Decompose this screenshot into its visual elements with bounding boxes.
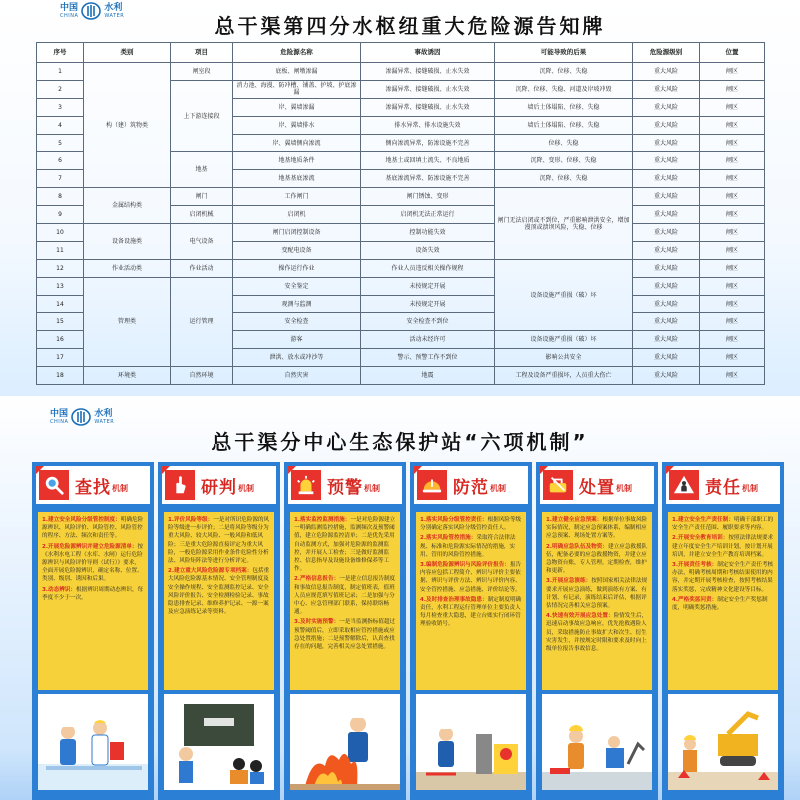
- logo-en2: WATER: [94, 418, 115, 425]
- row-number: 5: [37, 134, 84, 152]
- consequence-cell: 工程及设备严重损坏，人员重大伤亡: [495, 367, 633, 385]
- logo: [50, 408, 114, 426]
- card-paragraph: [42, 543, 144, 584]
- project-cell: 闸室段: [171, 63, 233, 81]
- logo-zh2: 水利: [104, 2, 123, 13]
- project-cell: 运行管理: [171, 277, 233, 366]
- table-row: [37, 224, 765, 242]
- card-title-suffix: 机制: [616, 483, 632, 493]
- card-paragraph: [420, 534, 522, 559]
- hazard-notice-board: [0, 0, 800, 396]
- project-cell: 上下游连接段: [171, 80, 233, 152]
- row-number: 8: [37, 188, 84, 206]
- mechanism-card: [662, 462, 784, 800]
- logo-en: CHINA: [60, 12, 79, 19]
- helmet-icon: [417, 470, 447, 500]
- paragraph-text: 根据风险等级分别确定落实风险分级管控责任人。: [420, 517, 522, 532]
- location-cell: 闸区: [700, 367, 765, 385]
- card-title-suffix: 机制: [112, 483, 128, 493]
- category-cell: 环境类: [84, 367, 171, 385]
- table-row: [37, 259, 765, 277]
- hazard-name: 消力池、海漫、防冲槽、铺盖、护坡、护底渗漏: [233, 80, 361, 98]
- hand-icon: [165, 470, 195, 500]
- siren-icon: [291, 470, 321, 500]
- card-header: [36, 466, 150, 504]
- water-logo-icon: [81, 2, 101, 20]
- consequence-cell: 沉降、变形、位移、失稳: [495, 152, 633, 170]
- row-number: 2: [37, 80, 84, 98]
- location-cell: 闸区: [700, 116, 765, 134]
- card-paragraph: [294, 516, 396, 573]
- incident-cause: 未按规定开展: [361, 295, 495, 313]
- person-alert-icon: [669, 470, 699, 500]
- project-cell: 作业活动: [171, 259, 233, 277]
- corner-flag: [414, 466, 422, 474]
- column-header: 位置: [700, 43, 765, 63]
- column-header: 危险源级别: [633, 43, 700, 63]
- risk-level: 重大风险: [633, 170, 700, 188]
- location-cell: 闸区: [700, 295, 765, 313]
- hazard-name: 岸、翼墙侧向渗流: [233, 134, 361, 152]
- card-title: 研判: [201, 477, 237, 498]
- paragraph-heading: 1.落实监控监测措施：: [294, 517, 351, 523]
- consequence-cell: 沉降、位移、失稳、河道及岸坡冲毁: [495, 80, 633, 98]
- column-header: 序号: [37, 43, 84, 63]
- hazard-name: 安全检查: [233, 313, 361, 331]
- card-paragraph: [672, 534, 774, 559]
- consequence-cell: 设备设施严重损（破）坏: [495, 259, 633, 331]
- risk-level: 重大风险: [633, 259, 700, 277]
- hazard-name: 游客: [233, 331, 361, 349]
- incident-cause: 渗漏异常、接缝破损、止水失效: [361, 98, 495, 116]
- card-illustration: [164, 694, 274, 790]
- page-title: 总干渠第四分水枢纽重大危险源告知牌: [214, 14, 606, 38]
- category-cell: 设备设施类: [84, 224, 171, 260]
- row-number: 11: [37, 241, 84, 259]
- hazard-name: 岸、翼墙排水: [233, 116, 361, 134]
- card-body: [290, 512, 400, 690]
- magnifier-icon: [39, 470, 69, 500]
- paragraph-heading: 1.建立安全风险分级管控制度：: [42, 517, 121, 523]
- incident-cause: 活动未经许可: [361, 331, 495, 349]
- table-row: [37, 63, 765, 81]
- category-cell: 作业活动类: [84, 259, 171, 277]
- row-number: 1: [37, 63, 84, 81]
- paragraph-heading: 3.开展责任考核：: [672, 562, 718, 569]
- hazard-name: 地基基底渗流: [233, 170, 361, 188]
- column-header: 事故诱因: [361, 43, 495, 63]
- location-cell: 闸区: [700, 80, 765, 98]
- paragraph-heading: 2.开展危险源辨识并建立危险源清单：: [42, 543, 138, 550]
- card-header: [162, 466, 276, 504]
- card-title-suffix: 机制: [742, 483, 758, 493]
- risk-level: 重大风险: [633, 295, 700, 313]
- card-header: [288, 466, 402, 504]
- card-paragraph: [672, 596, 774, 612]
- incident-cause: 安全检查不到位: [361, 313, 495, 331]
- paragraph-heading: 2.严格信息报告：: [294, 576, 340, 583]
- card-body: [542, 512, 652, 690]
- mechanism-card: [158, 462, 280, 800]
- card-title: 防范: [453, 477, 489, 498]
- paragraph-text: 制定安全生产奖惩制度，明确奖惩措施。: [672, 596, 768, 612]
- hazard-name: 观测与监测: [233, 295, 361, 313]
- location-cell: 闸区: [700, 98, 765, 116]
- card-header: [540, 466, 654, 504]
- mechanism-card: [284, 462, 406, 800]
- risk-level: 重大风险: [633, 134, 700, 152]
- card-paragraph: [420, 596, 522, 629]
- column-header: 危险源名称: [233, 43, 361, 63]
- card-illustration: [290, 694, 400, 790]
- incident-cause: 未按规定开展: [361, 277, 495, 295]
- paragraph-heading: 2.开展安全教育培训：: [672, 535, 729, 542]
- hazard-name: 变配电设备: [233, 241, 361, 259]
- card-paragraph: [420, 516, 522, 532]
- card-title: 处置: [579, 477, 615, 498]
- card-paragraph: [294, 575, 396, 616]
- tools-icon: [543, 470, 573, 500]
- risk-level: 重大风险: [633, 63, 700, 81]
- row-number: 4: [37, 116, 84, 134]
- table-row: [37, 188, 765, 206]
- card-title: 责任: [705, 477, 741, 498]
- row-number: 9: [37, 206, 84, 224]
- card-title-suffix: 机制: [490, 483, 506, 493]
- hazard-name: 安全鉴定: [233, 277, 361, 295]
- card-body: [668, 512, 778, 690]
- paragraph-text: 按照国家相关法律法规要求开展应急演练，做到演练有方案、有计划、有记录，演练结束后评估，根据评估情况完善相关应急预案。: [546, 578, 648, 610]
- category-cell: 管理类: [84, 277, 171, 366]
- risk-level: 重大风险: [633, 349, 700, 367]
- row-number: 16: [37, 331, 84, 349]
- hazard-name: 操作运行作业: [233, 259, 361, 277]
- corner-flag: [540, 466, 548, 474]
- row-number: 10: [37, 224, 84, 242]
- card-title: 预警: [327, 477, 363, 498]
- hazard-name: 闸门启闭控制设备: [233, 224, 361, 242]
- table-row: [37, 367, 765, 385]
- incident-cause: 控制功能失效: [361, 224, 495, 242]
- risk-level: 重大风险: [633, 224, 700, 242]
- card-illustration: [668, 694, 778, 790]
- project-cell: 自然环境: [171, 367, 233, 385]
- incident-cause: 闸门锈蚀、变形: [361, 188, 495, 206]
- incident-cause: 基底渗流异常、防渗设施不完善: [361, 170, 495, 188]
- card-body: [164, 512, 274, 690]
- risk-level: 重大风险: [633, 98, 700, 116]
- category-cell: 构（建）筑物类: [84, 63, 171, 188]
- card-paragraph: [672, 516, 774, 532]
- paragraph-text: 一是对所识危险源的风险等级进一步评价；二是将风险等级分为重大风险、较大风险、一般风险和低风险；三是重大危险源直接评定为重大风险，一般危险源采用作业条件危险性分析法、风险矩阵法等进行分析评定。: [168, 517, 270, 565]
- row-number: 6: [37, 152, 84, 170]
- row-number: 15: [37, 313, 84, 331]
- card-paragraph: [546, 516, 648, 541]
- hazard-name: 底板、闸墩渗漏: [233, 63, 361, 81]
- paragraph-text: 按照法律法规要求建立年度安全生产培训计划，按计划开展培训，并建立安全生产教育培训档案。: [672, 535, 774, 558]
- card-title-suffix: 机制: [364, 483, 380, 493]
- card-paragraph: [168, 567, 270, 616]
- card-header: [666, 466, 780, 504]
- risk-level: 重大风险: [633, 277, 700, 295]
- water-logo-icon: [71, 408, 91, 426]
- paragraph-heading: 3.动态辨识：: [42, 586, 76, 593]
- consequence-cell: 位移、失稳: [495, 134, 633, 152]
- hazard-name: 岸、翼墙渗漏: [233, 98, 361, 116]
- risk-level: 重大风险: [633, 116, 700, 134]
- project-cell: 闸门: [171, 188, 233, 206]
- paragraph-text: 明确危险源辨识、风险评价、风险管控、风险管控的程序、方法、频次和责任等。: [42, 517, 144, 540]
- project-cell: 启闭机械: [171, 206, 233, 224]
- location-cell: 闸区: [700, 206, 765, 224]
- corner-flag: [288, 466, 296, 474]
- hazard-name: 工作闸门: [233, 188, 361, 206]
- location-cell: 闸区: [700, 63, 765, 81]
- consequence-cell: 墙后土体塌陷、位移、失稳: [495, 116, 633, 134]
- corner-flag: [36, 466, 44, 474]
- paragraph-text: 一是当监测指标值超过预警阈值后，立即采取相应管控措施或应急处置措施；二是预警解除后，认真查找存在的问题，完善相关应急处置措施。: [294, 619, 396, 651]
- card-body: [38, 512, 148, 690]
- card-paragraph: [42, 586, 144, 602]
- card-paragraph: [294, 618, 396, 651]
- consequence-cell: 闸门无法启闭或不到位，严重影响泄洪安全，增加漫顶或溃坝风险，失稳、位移: [495, 188, 633, 260]
- card-title-suffix: 机制: [238, 483, 254, 493]
- risk-level: 重大风险: [633, 188, 700, 206]
- incident-cause: 排水异常、排水设施失效: [361, 116, 495, 134]
- paragraph-heading: 4.及时排查治理事故隐患：: [420, 596, 488, 603]
- project-cell: 地基: [171, 152, 233, 188]
- card-illustration: [542, 694, 652, 790]
- table-row: [37, 277, 765, 295]
- card-paragraph: [168, 516, 270, 565]
- paragraph-heading: 2.建立重大风险危险源专项档案：: [168, 568, 253, 575]
- logo-zh2: 水利: [94, 408, 113, 419]
- location-cell: 闸区: [700, 224, 765, 242]
- paragraph-heading: 3.开展应急演练：: [546, 578, 592, 585]
- card-illustration: [38, 694, 148, 790]
- paragraph-text: 包括重大风险危险源基本情况、安全管理制度及安全操作规程、安全监测监控记录、安全风险评价报告、安全检测检验记录、事故隐患排查记录、维修养护记录、一源一案及应急演练记录等资料。: [168, 568, 270, 616]
- card-paragraph: [672, 561, 774, 594]
- logo-zh: 中国: [50, 408, 69, 419]
- mechanism-card: [536, 462, 658, 800]
- hazard-name: 地基地质条件: [233, 152, 361, 170]
- logo-en2: WATER: [104, 12, 125, 19]
- row-number: 18: [37, 367, 84, 385]
- paragraph-text: 制定安全生产责任考核办法，明确考核周期和考核结果使用的内容，并定期开展考核检查，按照考核结果落实奖惩，完成精神文化建设等目标。: [672, 562, 774, 593]
- hazard-name: 自然灾害: [233, 367, 361, 385]
- incident-cause: 侧向渗流异常，防渗设施不完善: [361, 134, 495, 152]
- paragraph-text: 明确干部职工的安全生产责任范围、履职要求等内容。: [672, 517, 774, 532]
- paragraph-heading: 4.严格奖惩问责：: [672, 596, 718, 603]
- location-cell: 闸区: [700, 188, 765, 206]
- hazard-name: 启闭机: [233, 206, 361, 224]
- incident-cause: 作业人员违反相关操作规程: [361, 259, 495, 277]
- corner-flag: [666, 466, 674, 474]
- hazard-table: [36, 42, 765, 385]
- column-header: 项目: [171, 43, 233, 63]
- card-title: 查找: [75, 477, 111, 498]
- row-number: 12: [37, 259, 84, 277]
- incident-cause: 警示、预警工作不到位: [361, 349, 495, 367]
- paragraph-text: 采取符合法律法规、标准和危险源实际情况的措施，实用、管用的风险管控措施。: [420, 535, 516, 558]
- location-cell: 闸区: [700, 134, 765, 152]
- paragraph-text: 一是建立信息报告制度和事故信息报告制度，制定值班表，值班人员应规范填写值班记录；二是加强与分中心、应急管理部门联系，保持联络畅通。: [294, 576, 396, 616]
- card-paragraph: [420, 561, 522, 594]
- row-number: 13: [37, 277, 84, 295]
- paragraph-text: 险情发生后，迅速启动事故应急响应，优先抢救遇险人员，采取措施防止事故扩大和次生、衍生灾害发生，并按规定时限和要求及时向上级单位报告事故信息。: [546, 613, 648, 653]
- location-cell: 闸区: [700, 152, 765, 170]
- corner-flag: [162, 466, 170, 474]
- column-header: 可能导致的后果: [495, 43, 633, 63]
- card-paragraph: [546, 612, 648, 653]
- card-body: [416, 512, 526, 690]
- card-illustration: [416, 694, 526, 790]
- paragraph-text: 报告内容应包括工程简介、辨识与评价主要依据、辨识与评价方法、辨识与评价内容、安全管控措施、应急措施、评价结论等。: [420, 562, 522, 593]
- paragraph-text: 根据单位事故风险实际情况，制定应急预案体系，编制相应应急预案、现场处置方案等。: [546, 517, 648, 540]
- row-number: 3: [37, 98, 84, 116]
- consequence-cell: 沉降、位移、失稳: [495, 63, 633, 81]
- paragraph-text: 根据辨识周期动态辨识，每季度不少于一次。: [42, 586, 144, 601]
- location-cell: 闸区: [700, 313, 765, 331]
- risk-level: 重大风险: [633, 241, 700, 259]
- section-title: 总干渠分中心生态保护站“六项机制”: [211, 430, 589, 454]
- risk-level: 重大风险: [633, 331, 700, 349]
- row-number: 14: [37, 295, 84, 313]
- paragraph-heading: 2.明确应急队伍及物资：: [546, 543, 608, 550]
- six-mechanisms-board: [0, 396, 800, 800]
- card-paragraph: [546, 543, 648, 576]
- row-number: 7: [37, 170, 84, 188]
- paragraph-heading: 1.建立健全应急预案：: [546, 517, 603, 523]
- incident-cause: 启闭机无法正常运行: [361, 206, 495, 224]
- logo-zh: 中国: [60, 2, 79, 13]
- incident-cause: 渗漏异常、接缝破损、止水失效: [361, 80, 495, 98]
- location-cell: 闸区: [700, 277, 765, 295]
- row-number: 17: [37, 349, 84, 367]
- table-header-row: [37, 43, 765, 63]
- risk-level: 重大风险: [633, 367, 700, 385]
- paragraph-text: 建立应急救援队伍，配备必要的应急救援物资，并建立应急物资台账，专人管理，定期检查，维护和更新。: [546, 543, 648, 575]
- card-paragraph: [546, 577, 648, 610]
- category-cell: 金属结构类: [84, 188, 171, 224]
- consequence-cell: 设备设施严重损（破）坏: [495, 331, 633, 349]
- incident-cause: 地震: [361, 367, 495, 385]
- location-cell: 闸区: [700, 349, 765, 367]
- paragraph-heading: 1.评价风险等级：: [168, 517, 214, 523]
- mechanism-card: [410, 462, 532, 800]
- paragraph-text: 一是对危险源建立一明确监测监控措施，监测频次及预警阈值，建立危险源监控清单；二是优先采用自动监测方式，加强对危险源的监测监控，并开展人工检查；三是做好监测监控、信息指导及设施设备维修保养等工作。: [294, 517, 396, 573]
- consequence-cell: 沉降、位移、失稳: [495, 170, 633, 188]
- column-header: 类别: [84, 43, 171, 63]
- incident-cause: 地基土或回填土流失、不良地质: [361, 152, 495, 170]
- paragraph-heading: 4.快速有效开展应急处置：: [546, 613, 614, 620]
- logo: [60, 2, 124, 20]
- incident-cause: 设备失效: [361, 241, 495, 259]
- incident-cause: 渗漏异常、接缝破损、止水失效: [361, 63, 495, 81]
- consequence-cell: 墙后土体塌陷、位移、失稳: [495, 98, 633, 116]
- card-header: [414, 466, 528, 504]
- location-cell: 闸区: [700, 259, 765, 277]
- hazard-name: 泄洪、放水或冲沙等: [233, 349, 361, 367]
- card-paragraph: [42, 516, 144, 541]
- location-cell: 闸区: [700, 331, 765, 349]
- location-cell: 闸区: [700, 241, 765, 259]
- paragraph-heading: 3.及时实施预警：: [294, 619, 340, 626]
- paragraph-heading: 1.落实风险分级管控责任：: [420, 517, 488, 523]
- mechanism-card: [32, 462, 154, 800]
- paragraph-heading: 2.落实风险管控措施：: [420, 535, 477, 542]
- risk-level: 重大风险: [633, 80, 700, 98]
- logo-en: CHINA: [50, 418, 69, 425]
- consequence-cell: 影响公共安全: [495, 349, 633, 367]
- risk-level: 重大风险: [633, 152, 700, 170]
- paragraph-heading: 1.建立安全生产责任制：: [672, 517, 734, 523]
- location-cell: 闸区: [700, 170, 765, 188]
- risk-level: 重大风险: [633, 206, 700, 224]
- paragraph-text: 制定制度明确责任，水利工程运行管理单位主要负责人每月检查重大隐患，建立台账实行闭环管理验收销号。: [420, 596, 522, 628]
- paragraph-text: 按《水利水电工程（水库、水闸）运行危险源辨识与风险评价导则（试行）》要求，全面开展危险源辨识，确定名称、位置、类别、级别、诱因和后果。: [42, 543, 144, 583]
- paragraph-heading: 3.编制危险源辨识与风险评价报告：: [420, 562, 510, 569]
- risk-level: 重大风险: [633, 313, 700, 331]
- project-cell: 电气设备: [171, 224, 233, 260]
